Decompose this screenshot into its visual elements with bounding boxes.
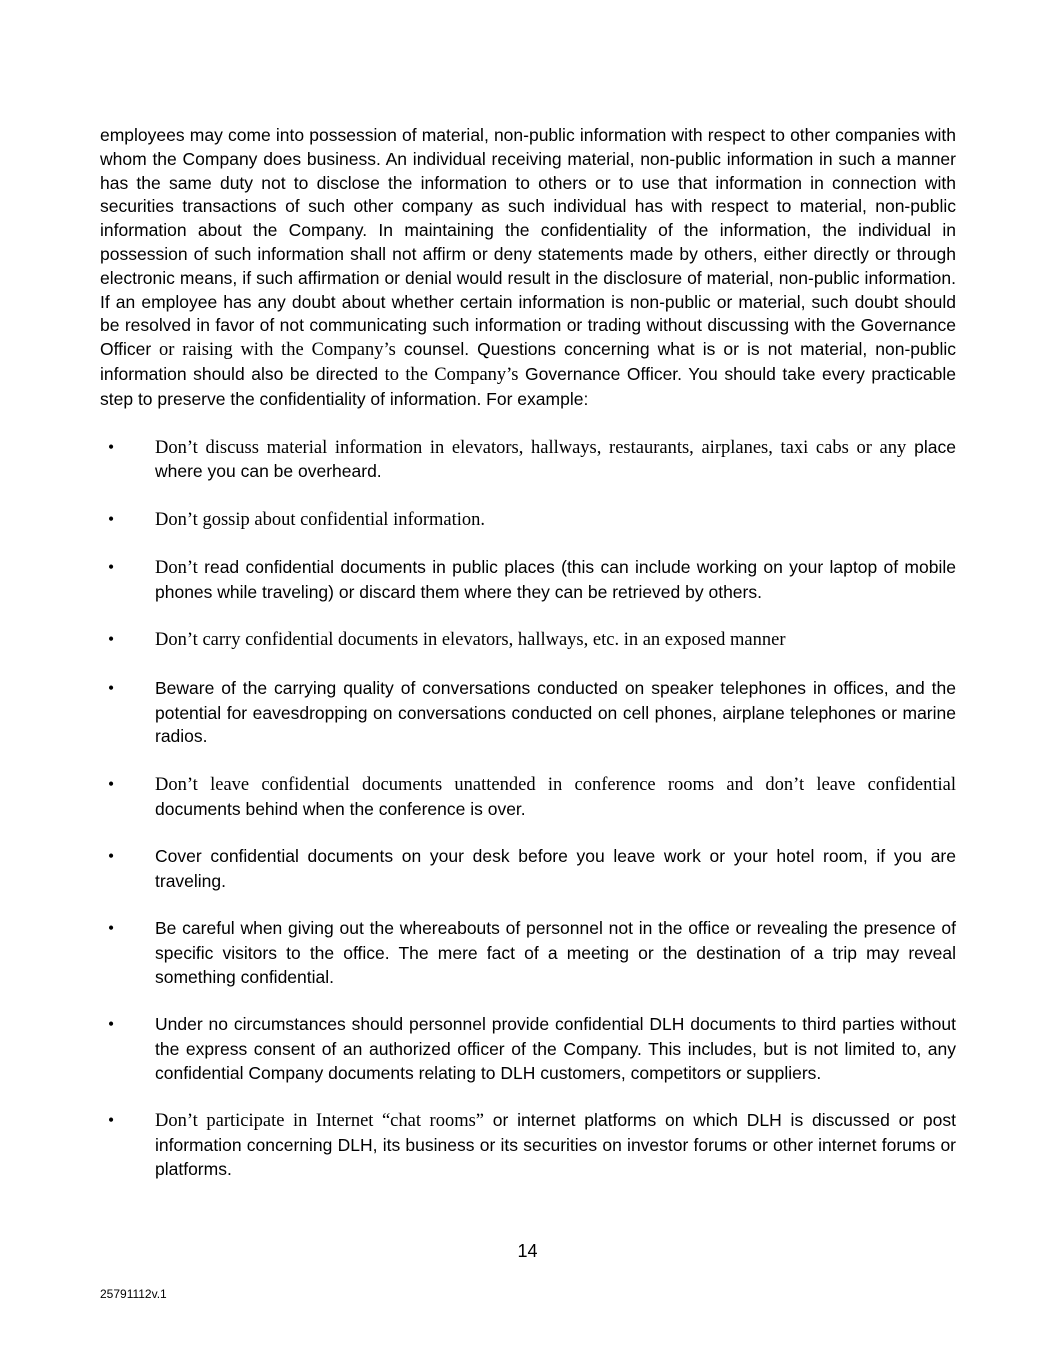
bullet-text-serif: Don’t discuss material information in elevators, hallways, restaurants, airplanes, taxi cabs or any (155, 437, 907, 458)
bullet-text-serif: Don’t leave confidential documents unattended in conference rooms and don’t leave confidential (155, 774, 956, 795)
bullet-marker: • (108, 629, 115, 650)
bullet-item-5 (100, 677, 956, 749)
body-paragraph (100, 124, 956, 412)
bullet-marker: • (108, 557, 115, 578)
paragraph-text-3: counsel. Questions concerning what is or is not material, non-public information should also be directed (100, 339, 956, 384)
bullet-item-10 (100, 1109, 956, 1181)
bullet-text-serif: Don’t (155, 558, 198, 579)
paragraph-text-5: Governance Officer. You should take every practicable step to preserve the confidentiality of information. For example: (100, 363, 956, 409)
bullet-text: or internet platforms on which DLH is discussed or post information concerning DLH, its business or its securities on investor forums or other internet forums or platforms. (155, 1110, 956, 1179)
bullet-text: read confidential documents in public places (this can include working on your laptop of mobile phones while traveling) or discard them where they can be retrieved by others. (155, 557, 956, 602)
bullet-list (100, 436, 956, 1182)
bullet-marker: • (108, 436, 115, 457)
bullet-marker: • (108, 508, 115, 529)
bullet-marker: • (108, 845, 115, 866)
bullet-text-serif: Don’t gossip about confidential information. (155, 509, 486, 530)
bullet-item-4 (100, 628, 956, 653)
bullet-marker: • (108, 918, 115, 939)
bullet-item-6 (100, 773, 956, 822)
bullet-text: Beware of the carrying quality of conversations conducted on speaker telephones in offices, and the potential for eavesdropping on conversations conducted on cell phones, airplane telephones or marine radios. (155, 677, 956, 747)
bullet-item-9 (100, 1013, 956, 1085)
bullet-item-7 (100, 845, 956, 894)
bullet-marker: • (108, 1014, 115, 1035)
bullet-marker: • (108, 677, 115, 698)
bullet-item-3 (100, 556, 956, 605)
bullet-text-serif: Don’t participate in Internet “chat rooms” (155, 1111, 484, 1132)
bullet-text: documents behind when the conference is over. (155, 798, 526, 819)
bullet-text: place where you can be overheard. (155, 436, 956, 482)
bullet-item-8 (100, 917, 956, 989)
bullet-text-serif: Don’t carry confidential documents in elevators, hallways, etc. in an exposed manner (155, 630, 786, 651)
bullet-marker: • (108, 1110, 115, 1131)
bullet-text: Be careful when giving out the whereabouts of personnel not in the office or revealing the presence of specific visitors to the office. The mere fact of a meeting or the destination of a trip may reveal something confidential. (155, 918, 956, 987)
bullet-text: Cover confidential documents on your desk before you leave work or your hotel room, if you are traveling. (155, 845, 956, 891)
page-number: 14 (517, 1241, 538, 1261)
bullet-text: Under no circumstances should personnel provide confidential DLH documents to third parties without the express consent of an authorized officer of the Company. This includes, but is not limited to, any confidential Company documents relating to DLH customers, competitors or suppliers. (155, 1014, 956, 1083)
page-content (100, 124, 956, 1205)
bullet-marker: • (108, 773, 115, 794)
paragraph-text-2: or raising with the Company’s (151, 340, 396, 361)
bullet-item-1 (100, 436, 956, 485)
paragraph-text-1: employees may come into possession of material, non-public information with respect to other companies with whom the Company does business. An individual receiving material, non-public information in such a manner has the same duty not to disclose the information to others or to use that information in connection with securities transactions of such other company as such individual has with respect to material, non-public information about the Company. In maintaining the confidentiality of the information, the individual in possession of such information shall not affirm or deny statements made by others, either directly or through electronic means, if such affirmation or denial would result in the disclosure of material, non-public information. If an employee has any doubt about whether certain information is non-public or material, such doubt should be resolved in favor of not communicating such information or trading without discussing with the Governance Officer (100, 125, 956, 360)
bullet-item-2 (100, 508, 956, 533)
document-id: 25791112v.1 (100, 1287, 167, 1301)
paragraph-text-4: to the Company’s (384, 364, 519, 385)
